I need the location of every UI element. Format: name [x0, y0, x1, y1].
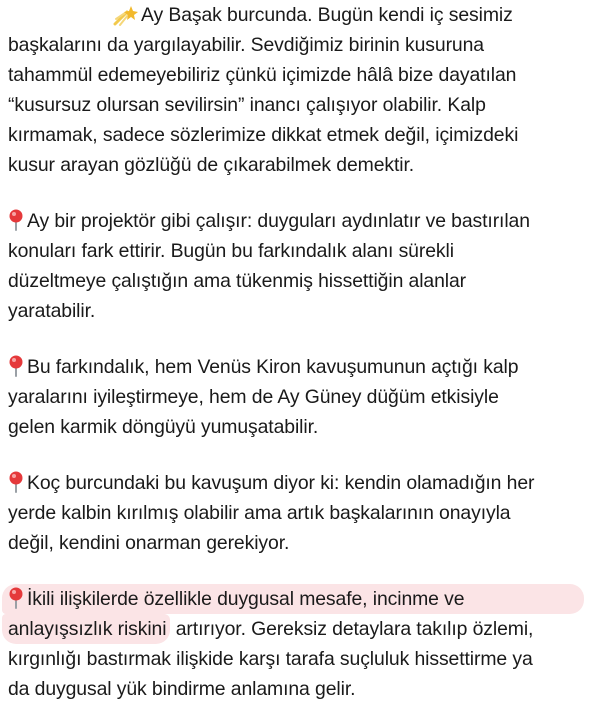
paragraph-1-line-1 [8, 0, 598, 30]
paragraph-5-line-4: da duygusal yük bindirme anlamına gelir. [8, 678, 356, 700]
paragraph-3-line-3: gelen karmik döngüyü yumuşatabilir. [8, 416, 319, 438]
paragraph-4-line-3: değil, kendini onarman gerekiyor. [8, 532, 290, 554]
paragraph-5-line-3: kırgınlığı bastırmak ilişkide karşı tarafa suçluluk hissettirme ya [8, 648, 533, 670]
paragraph-5-line-2-text: artırıyor. Gereksiz detaylara takılıp özlemi, [170, 618, 534, 640]
round-pushpin-icon [8, 471, 24, 493]
paragraph-4-line-1-text: Koç burcundaki bu kavuşum diyor ki: kendin olamadığın her [27, 472, 535, 494]
highlighted-text: anlayışsızlık riskini [2, 614, 170, 644]
paragraph-5-line-1-text: İkili ilişkilerde özellikle duygusal mesafe, incinme ve [27, 588, 465, 610]
paragraph-1-line-5: kırmamak, sadece sözlerimize dikkat etmek değil, içimizdeki [8, 124, 519, 146]
paragraph-1-line-3: tahammül edemeyebiliriz çünkü içimizde hâlâ bize dayatılan [8, 64, 517, 86]
paragraph-2-line-3: düzeltmeye çalıştığın ama tükenmiş hissettiğin alanlar [8, 270, 467, 292]
round-pushpin-icon [8, 355, 24, 377]
paragraph-3-line-1 [8, 352, 598, 382]
paragraph-2-line-1-text: Ay bir projektör gibi çalışır: duyguları aydınlatır ve bastırılan [27, 210, 530, 232]
paragraph-1-line-1-text: Ay Başak burcunda. Bugün kendi iç sesimiz [141, 4, 513, 26]
comet-icon [113, 4, 139, 26]
post-text [8, 0, 598, 704]
paragraph-3-line-2: yaralarını iyileştirmeye, hem de Ay Güney düğüm etkisiyle [8, 386, 499, 408]
paragraph-1-line-2: başkalarını da yargılayabilir. Sevdiğimiz birinin kusuruna [8, 34, 484, 56]
paragraph-4-line-2: yerde kalbin kırılmış olabilir ama artık başkalarının onayıyla [8, 502, 511, 524]
round-pushpin-icon [8, 209, 24, 231]
round-pushpin-icon [8, 587, 24, 609]
paragraph-4-line-1 [8, 468, 598, 498]
paragraph-2-line-2: konuları fark ettirir. Bugün bu farkındalık alanı sürekli [8, 240, 454, 262]
paragraph-5-line-2 [8, 614, 598, 644]
paragraph-3-line-1-text: Bu farkındalık, hem Venüs Kiron kavuşumunun açtığı kalp [27, 356, 519, 378]
paragraph-2-line-4: yaratabilir. [8, 300, 96, 322]
paragraph-1-line-6: kusur arayan gözlüğü de çıkarabilmek demektir. [8, 154, 415, 176]
paragraph-1-line-4: “kusursuz olursan sevilirsin” inancı çalışıyor olabilir. Kalp [8, 94, 486, 116]
paragraph-5-line-1 [2, 584, 584, 614]
paragraph-2-line-1 [8, 206, 598, 236]
